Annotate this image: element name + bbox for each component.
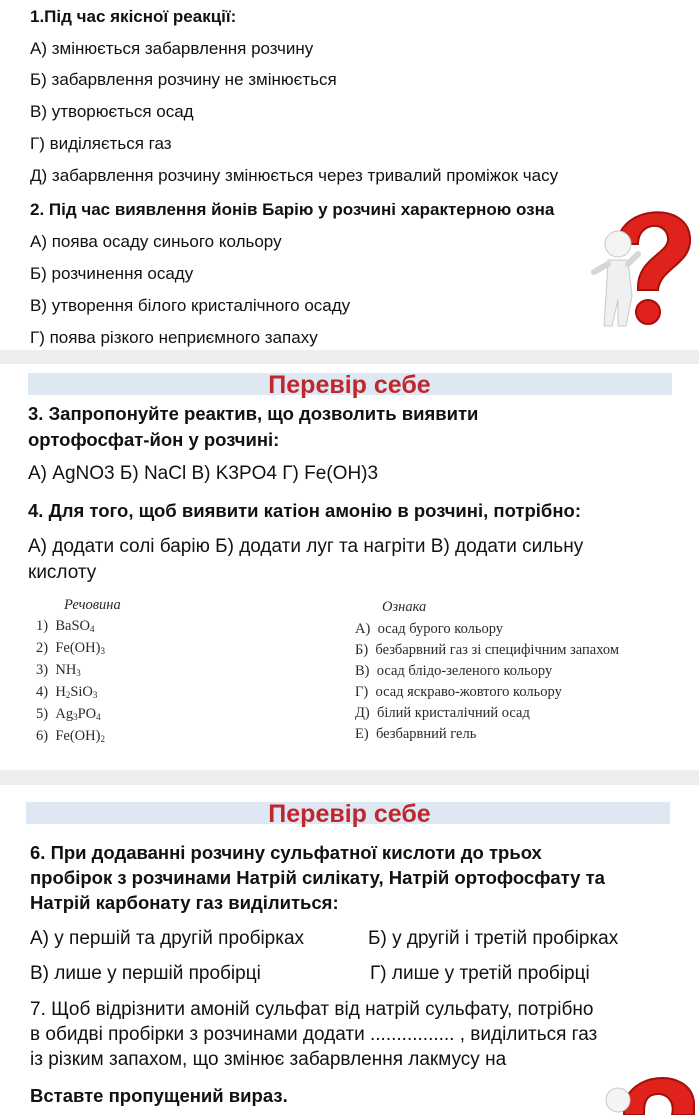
substance-row: 1) BaSO$_4$ <box>36 618 95 634</box>
substance-row: 6) $Fe(OH)_2$ <box>36 728 105 744</box>
q2-option-d: Г) поява різкого неприємного запаху <box>30 328 318 347</box>
sign-row: В) осад блідо-зеленого кольору <box>355 663 553 679</box>
sign-row: А) осад бурого кольору <box>355 621 504 637</box>
q6-option-b: Б) у другій і третій пробірках <box>368 928 619 949</box>
section-separator <box>0 770 699 785</box>
sign-row: Е) безбарвний гель <box>355 726 477 742</box>
q6-option-d: Г) лише у третій пробірці <box>370 963 590 984</box>
question-6-title-line3: Натрій карбонату газ виділиться: <box>30 892 339 913</box>
substance-row: 5) $Ag_3PO_4$ <box>36 706 101 722</box>
sign-row: Д) білий кристалічний осад <box>355 705 530 721</box>
question-mark-partial-icon <box>598 1052 699 1115</box>
section-3-header: Перевір себе <box>268 800 431 828</box>
q1-option-d: Г) виділяється газ <box>30 134 172 153</box>
substance-row: 4) $H_2SiO_3$ <box>36 684 98 700</box>
sign-row: Г) осад яскраво-жовтого кольору <box>355 684 562 700</box>
q4-options-line2: кислоту <box>28 562 97 583</box>
q1-option-e: Д) забарвлення розчину змінюється через тривалий проміжок часу <box>30 166 559 185</box>
table-right-header: Ознака <box>382 599 427 615</box>
question-1-title: 1.Під час якісної реакції: <box>30 7 237 26</box>
question-7-instruction: Вставте пропущений вираз. <box>30 1085 288 1106</box>
table-left-header: Речовина <box>64 597 121 613</box>
sign-row: Б) безбарвний газ зі специфічним запахом <box>355 642 620 658</box>
question-7-line1: 7. Щоб відрізнити амоній сульфат від натрій сульфату, потрібно <box>30 999 594 1020</box>
section-separator <box>0 350 699 364</box>
q6-option-c: В) лише у першій пробірці <box>30 963 261 984</box>
substance-row: 2) $Fe(OH)_3$ <box>36 640 105 656</box>
q2-option-c: В) утворення білого кристалічного осаду <box>30 296 351 315</box>
q3-options: А) AgNO3 Б) NaCl В) K3PO4 Г) Fe(OH)3 <box>28 463 379 484</box>
q1-option-a: А) змінюється забарвлення розчину <box>30 39 314 58</box>
q6-option-a: А) у першій та другій пробірках <box>30 928 305 949</box>
section-2-header: Перевір себе <box>268 371 431 399</box>
q1-option-b: Б) забарвлення розчину не змінюється <box>30 70 337 89</box>
question-4-title: 4. Для того, щоб виявити катіон амонію в розчині, потрібно: <box>28 500 581 521</box>
substance-row: 3) $NH_3$ <box>36 662 81 678</box>
question-3-title-line2: ортофосфат-йон у розчині: <box>28 429 280 450</box>
q2-option-b: Б) розчинення осаду <box>30 264 194 283</box>
q4-options-line1: А) додати солі барію Б) додати луг та нагріти В) додати сильну <box>28 536 584 557</box>
q2-option-a: А) поява осаду синього кольору <box>30 232 282 251</box>
question-3-title-line1: 3. Запропонуйте реактив, що дозволить виявити <box>28 403 479 424</box>
question-7-line3: із різким запахом, що змінює забарвлення лакмусу на <box>30 1049 507 1070</box>
question-6-title-line2: пробірок з розчинами Натрій силікату, Натрій ортофосфату та <box>30 867 605 888</box>
question-2-title: 2. Під час виявлення йонів Барію у розчині характерною озна <box>30 200 555 219</box>
question-mark-figure-icon <box>590 192 695 332</box>
q1-option-c: В) утворюється осад <box>30 102 194 121</box>
question-7-line2: в обидві пробірки з розчинами додати ................ , виділиться газ <box>30 1024 598 1045</box>
question-6-title-line1: 6. При додаванні розчину сульфатної кислоти до трьох <box>30 842 542 863</box>
